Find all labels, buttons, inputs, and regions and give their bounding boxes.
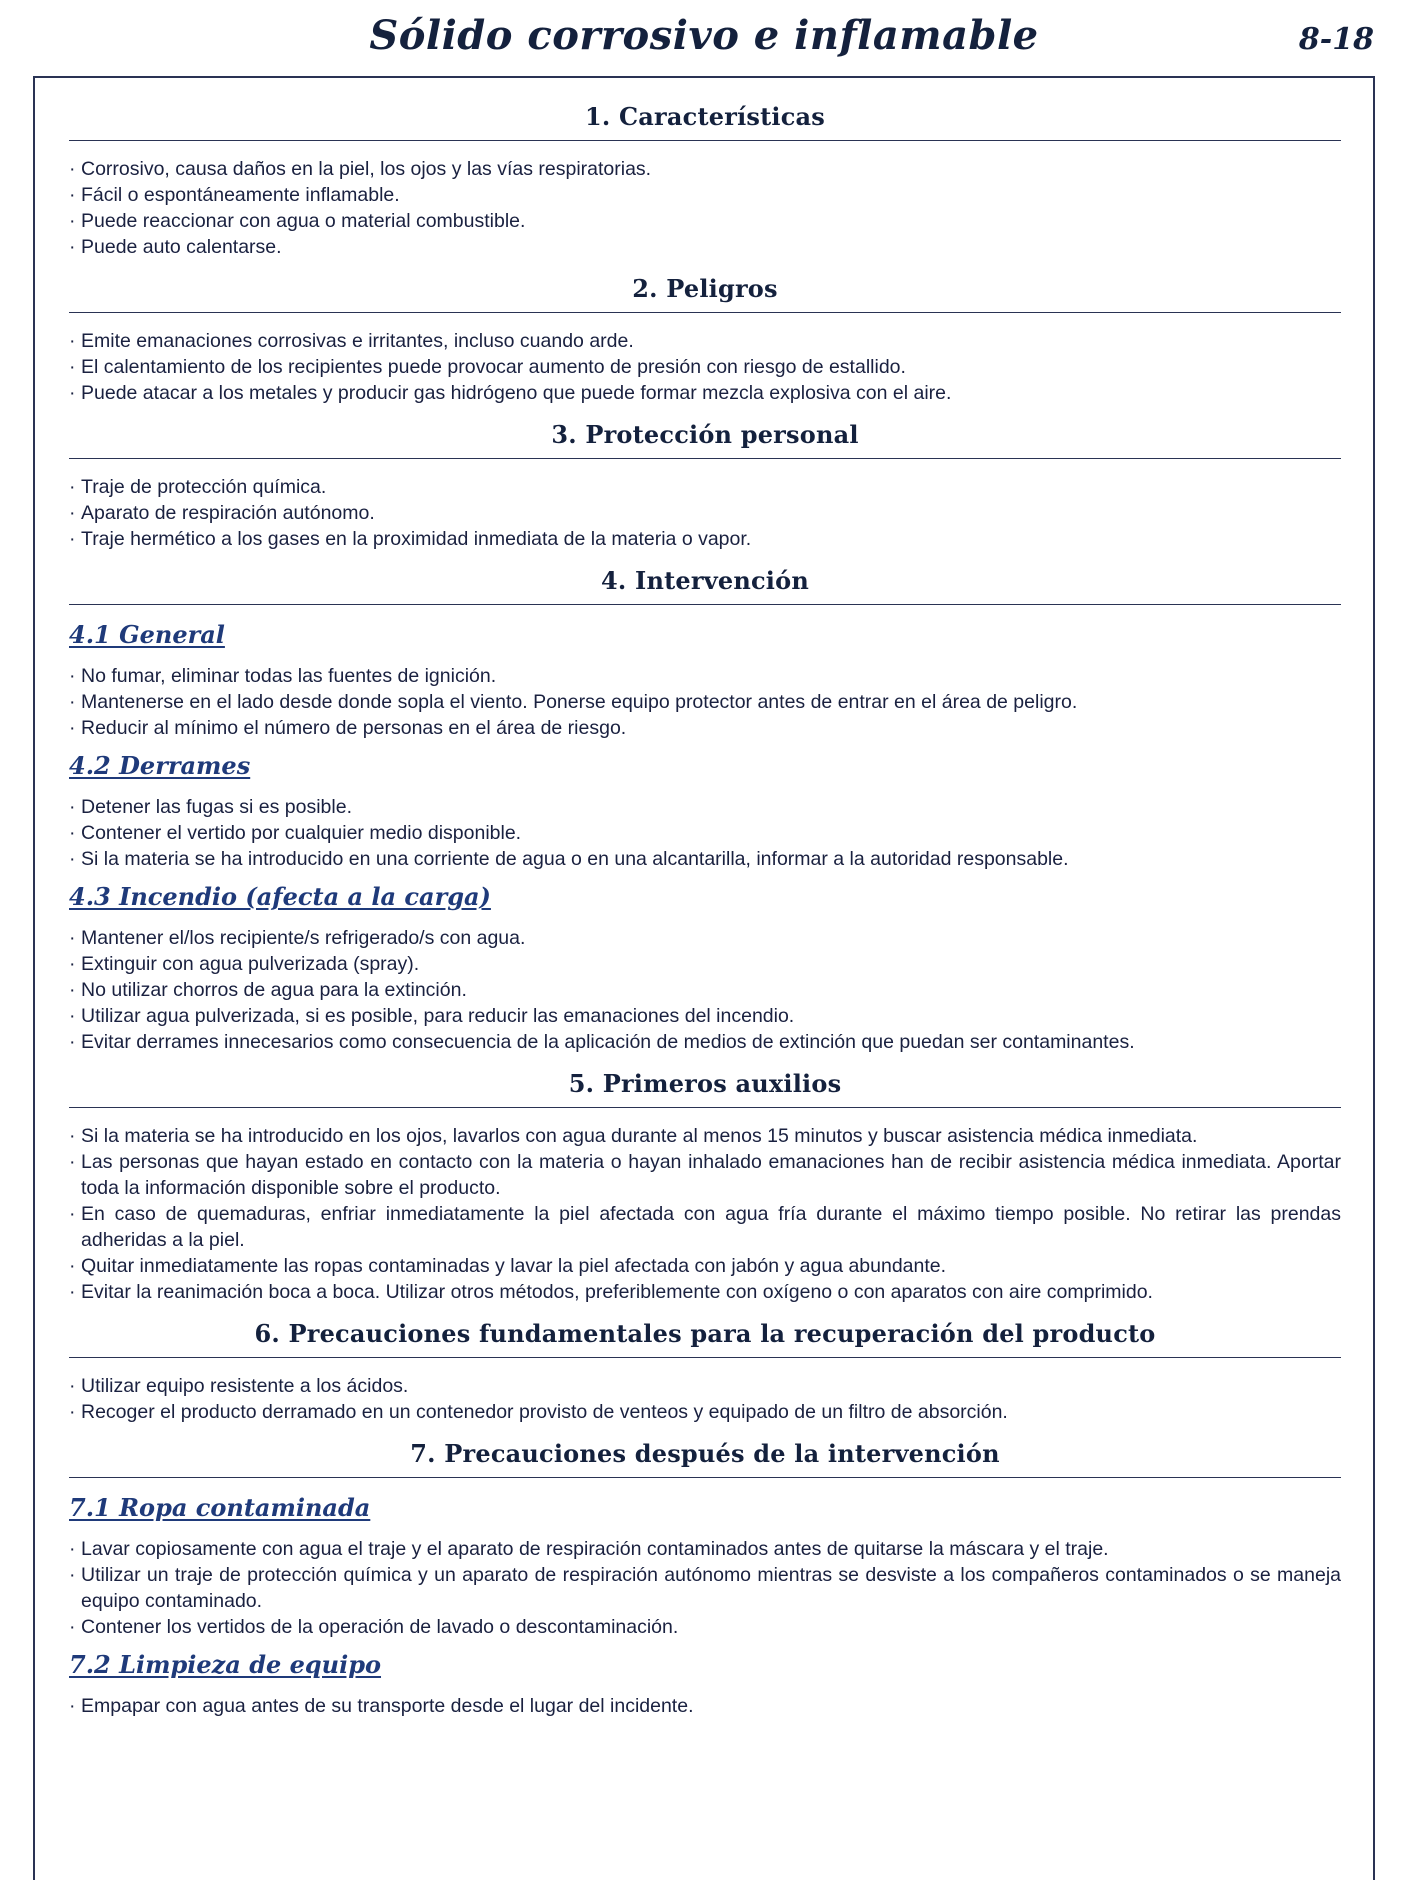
list-item <box>69 354 1341 380</box>
list-item-text: Utilizar un traje de protección química y un aparato de respiración autónomo mientras se desviste a los compañeros contaminados o se maneja equipo contaminado. <box>81 1564 1341 1612</box>
list-item <box>69 500 1341 526</box>
list-item <box>69 208 1341 234</box>
list-item-text: Evitar la reanimación boca a boca. Utilizar otros métodos, preferiblemente con oxígeno o con aparatos con aire comprimido. <box>81 1281 1153 1303</box>
list-item-text: Contener el vertido por cualquier medio disponible. <box>81 822 522 844</box>
bullet-dot: · <box>69 210 76 232</box>
bullet-list <box>69 1123 1341 1305</box>
list-item <box>69 689 1341 715</box>
list-item-text: Las personas que hayan estado en contacto con la materia o hayan inhalado emanaciones han de recibir asistencia médica inmediata. Aportar toda la información disponible sobre el producto. <box>81 1151 1341 1199</box>
bullet-dot: · <box>69 796 76 818</box>
section-5 <box>69 1069 1341 1305</box>
bullet-dot: · <box>69 1616 76 1638</box>
list-item <box>69 951 1341 977</box>
list-item-text: Fácil o espontáneamente inflamable. <box>81 184 400 206</box>
page-number: 8-18 <box>1298 22 1374 57</box>
bullet-dot: · <box>69 953 76 975</box>
list-item <box>69 526 1341 552</box>
list-item <box>69 1123 1341 1149</box>
bullet-list <box>69 1373 1341 1425</box>
bullet-list <box>69 1536 1341 1640</box>
bullet-dot: · <box>69 184 76 206</box>
bullet-dot: · <box>69 691 76 713</box>
bullet-dot: · <box>69 1695 76 1717</box>
list-item-text: En caso de quemaduras, enfriar inmediatamente la piel afectada con agua fría durante el máximo tiempo posible. No retirar las prendas adheridas a la piel. <box>81 1203 1341 1251</box>
bullet-dot: · <box>69 1151 76 1173</box>
subsection-title: 7.2 Limpieza de equipo <box>69 1650 382 1679</box>
section-title: 5. Primeros auxilios <box>69 1069 1341 1108</box>
list-item-text: Evitar derrames innecesarios como consecuencia de la aplicación de medios de extinción que puedan ser contaminantes. <box>81 1031 1135 1053</box>
list-item <box>69 234 1341 260</box>
subsection-title: 4.1 General <box>69 620 225 649</box>
bullet-dot: · <box>69 717 76 739</box>
bullet-dot: · <box>69 1401 76 1423</box>
list-item-text: Traje hermético a los gases en la proximidad inmediata de la materia o vapor. <box>81 528 752 550</box>
bullet-list <box>69 328 1341 406</box>
bullet-dot: · <box>69 848 76 870</box>
list-item <box>69 1373 1341 1399</box>
subsection-title: 4.2 Derrames <box>69 751 251 780</box>
bullet-dot: · <box>69 382 76 404</box>
list-item <box>69 977 1341 1003</box>
list-item <box>69 1536 1341 1562</box>
bullet-dot: · <box>69 927 76 949</box>
list-item-text: Traje de protección química. <box>81 476 327 498</box>
section-3 <box>69 420 1341 552</box>
section-title: 4. Intervención <box>69 566 1341 605</box>
bullet-list <box>69 156 1341 260</box>
bullet-dot: · <box>69 330 76 352</box>
list-item <box>69 794 1341 820</box>
list-item <box>69 1149 1341 1201</box>
list-item <box>69 715 1341 741</box>
bullet-dot: · <box>69 1031 76 1053</box>
list-item-text: Mantenerse en el lado desde donde sopla el viento. Ponerse equipo protector antes de entrar en el área de peligro. <box>81 691 1078 713</box>
bullet-list <box>69 794 1341 872</box>
section-6 <box>69 1319 1341 1425</box>
list-item <box>69 182 1341 208</box>
list-item-text: Recoger el producto derramado en un contenedor provisto de venteos y equipado de un filtro de absorción. <box>81 1401 1008 1423</box>
page-title: Sólido corrosivo e inflamable <box>369 12 1039 59</box>
section-title: 3. Protección personal <box>69 420 1341 459</box>
list-item <box>69 474 1341 500</box>
list-item-text: Aparato de respiración autónomo. <box>81 502 375 524</box>
list-item <box>69 156 1341 182</box>
bullet-dot: · <box>69 1538 76 1560</box>
list-item-text: No fumar, eliminar todas las fuentes de ignición. <box>81 665 497 687</box>
bullet-dot: · <box>69 1125 76 1147</box>
section-title: 7. Precauciones después de la intervención <box>69 1439 1341 1478</box>
list-item <box>69 1029 1341 1055</box>
section-2 <box>69 274 1341 406</box>
list-item-text: El calentamiento de los recipientes puede provocar aumento de presión con riesgo de estallido. <box>81 356 906 378</box>
list-item <box>69 1562 1341 1614</box>
list-item <box>69 1003 1341 1029</box>
bullet-list <box>69 925 1341 1055</box>
bullet-dot: · <box>69 236 76 258</box>
content-frame <box>33 76 1375 1880</box>
list-item-text: Lavar copiosamente con agua el traje y el aparato de respiración contaminados antes de quitarse la máscara y el traje. <box>81 1538 1109 1560</box>
list-item-text: Si la materia se ha introducido en los ojos, lavarlos con agua durante al menos 15 minutos y buscar asistencia médica inmediata. <box>81 1125 1198 1147</box>
bullet-dot: · <box>69 502 76 524</box>
list-item <box>69 846 1341 872</box>
list-item-text: No utilizar chorros de agua para la extinción. <box>81 979 467 1001</box>
list-item-text: Puede reaccionar con agua o material combustible. <box>81 210 526 232</box>
list-item-text: Extinguir con agua pulverizada (spray). <box>81 953 420 975</box>
bullet-dot: · <box>69 1255 76 1277</box>
list-item-text: Reducir al mínimo el número de personas en el área de riesgo. <box>81 717 627 739</box>
list-item-text: Detener las fugas si es posible. <box>81 796 352 818</box>
list-item <box>69 1399 1341 1425</box>
bullet-list <box>69 663 1341 741</box>
list-item <box>69 820 1341 846</box>
bullet-list <box>69 1693 1341 1719</box>
section-7 <box>69 1439 1341 1719</box>
list-item <box>69 1693 1341 1719</box>
bullet-dot: · <box>69 822 76 844</box>
page-header <box>0 0 1408 74</box>
list-item <box>69 663 1341 689</box>
subsection-title: 7.1 Ropa contaminada <box>69 1493 371 1522</box>
bullet-dot: · <box>69 356 76 378</box>
bullet-dot: · <box>69 1005 76 1027</box>
list-item <box>69 328 1341 354</box>
list-item-text: Utilizar equipo resistente a los ácidos. <box>81 1375 409 1397</box>
section-title: 2. Peligros <box>69 274 1341 313</box>
bullet-dot: · <box>69 665 76 687</box>
list-item <box>69 925 1341 951</box>
bullet-dot: · <box>69 979 76 1001</box>
list-item-text: Puede auto calentarse. <box>81 236 282 258</box>
list-item <box>69 1201 1341 1253</box>
section-1 <box>69 102 1341 260</box>
list-item-text: Corrosivo, causa daños en la piel, los ojos y las vías respiratorias. <box>81 158 652 180</box>
bullet-dot: · <box>69 1564 76 1586</box>
bullet-dot: · <box>69 528 76 550</box>
list-item-text: Mantener el/los recipiente/s refrigerado/s con agua. <box>81 927 526 949</box>
bullet-dot: · <box>69 158 76 180</box>
list-item <box>69 1279 1341 1305</box>
section-title: 1. Características <box>69 102 1341 141</box>
bullet-list <box>69 474 1341 552</box>
list-item-text: Emite emanaciones corrosivas e irritantes, incluso cuando arde. <box>81 330 634 352</box>
list-item-text: Contener los vertidos de la operación de lavado o descontaminación. <box>81 1616 679 1638</box>
bullet-dot: · <box>69 1281 76 1303</box>
section-4 <box>69 566 1341 1055</box>
list-item <box>69 1614 1341 1640</box>
list-item-text: Utilizar agua pulverizada, si es posible, para reducir las emanaciones del incendio. <box>81 1005 795 1027</box>
list-item-text: Puede atacar a los metales y producir gas hidrógeno que puede formar mezcla explosiva con el aire. <box>81 382 952 404</box>
list-item <box>69 380 1341 406</box>
document-body <box>69 102 1341 1733</box>
bullet-dot: · <box>69 1375 76 1397</box>
bullet-dot: · <box>69 1203 76 1225</box>
list-item <box>69 1253 1341 1279</box>
bullet-dot: · <box>69 476 76 498</box>
subsection-title: 4.3 Incendio (afecta a la carga) <box>69 882 491 911</box>
list-item-text: Si la materia se ha introducido en una corriente de agua o en una alcantarilla, informar a la autoridad responsable. <box>81 848 1069 870</box>
section-title: 6. Precauciones fundamentales para la recuperación del producto <box>69 1319 1341 1358</box>
list-item-text: Empapar con agua antes de su transporte desde el lugar del incidente. <box>81 1695 694 1717</box>
list-item-text: Quitar inmediatamente las ropas contaminadas y lavar la piel afectada con jabón y agua abundante. <box>81 1255 947 1277</box>
